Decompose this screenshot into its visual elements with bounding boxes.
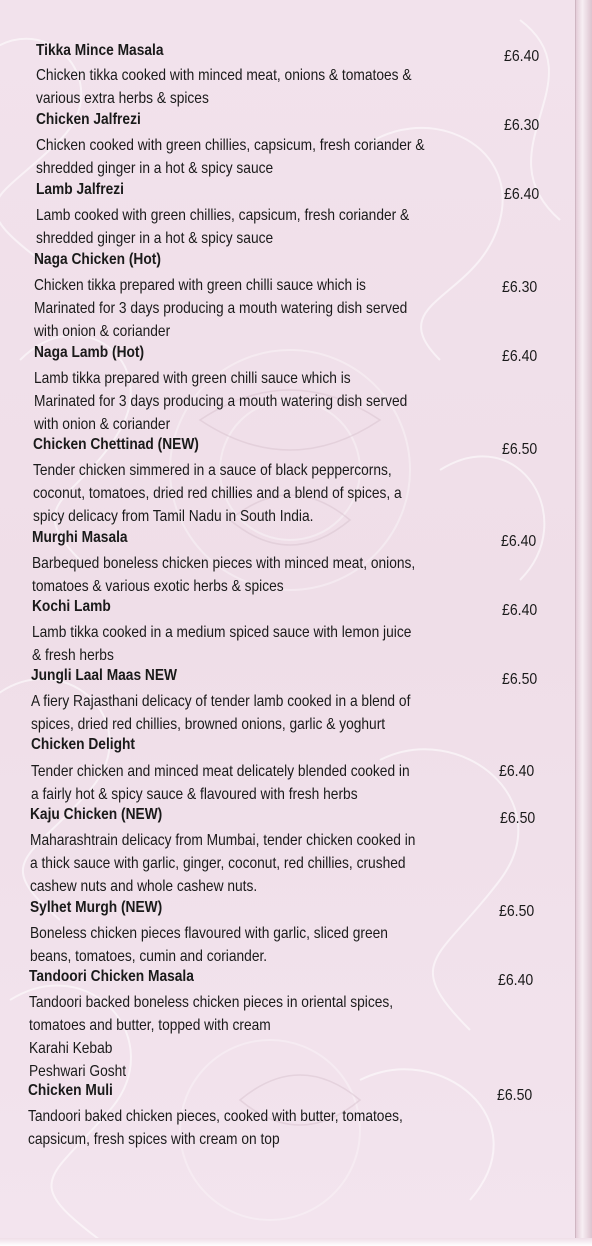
menu-item-name: Naga Chicken (Hot) [34,251,161,268]
menu-item-description [36,64,412,110]
menu-item-name: Chicken Jalfrezi [36,111,141,128]
menu-item-name: Kochi Lamb [32,598,111,615]
description-line: Marinated for 3 days producing a mouth watering dish served [34,393,408,410]
menu-item-price: £6.40 [502,348,538,365]
description-line: Lamb tikka cooked in a medium spiced sauce with lemon juice [32,624,412,641]
description-line: Karahi Kebab [29,1040,113,1057]
description-line: Tandoori backed boneless chicken pieces in oriental spices, [29,994,394,1011]
description-line: Lamb cooked with green chillies, capsicum, fresh coriander & [36,207,410,224]
menu-item-price: £6.40 [498,972,534,989]
description-line: capsicum, fresh spices with cream on top [28,1131,280,1148]
menu-item-description [34,367,407,436]
description-line: coconut, tomatoes, dried red chillies and a blend of spices, a [33,485,402,502]
description-line: Tandoori baked chicken pieces, cooked with butter, tomatoes, [28,1108,403,1125]
description-line: Marinated for 3 days producing a mouth watering dish served [34,300,408,317]
description-line: Chicken tikka cooked with minced meat, onions & tomatoes & [36,67,412,84]
menu-item-description [36,204,409,250]
menu-item-description [28,1105,403,1151]
description-line: Lamb tikka prepared with green chilli sauce which is [34,370,351,387]
menu-item-price: £6.50 [502,441,538,458]
description-line: Barbequed boneless chicken pieces with minced meat, onions, [32,555,416,572]
page-fold-edge [575,0,592,1246]
menu-item-price: £6.40 [501,533,537,550]
menu-item-description [31,760,410,806]
menu-item-name: Jungli Laal Maas NEW [31,667,178,684]
description-line: beans, tomatoes, cumin and coriander. [30,948,268,965]
menu-item-name: Sylhet Murgh (NEW) [30,899,163,916]
description-line: with onion & coriander [34,323,171,340]
menu-item-description [36,134,425,180]
menu-item-name: Tikka Mince Masala [36,42,164,59]
description-line: Maharashtrain delicacy from Mumbai, tender chicken cooked in [30,832,416,849]
menu-item-price: £6.50 [497,1087,533,1104]
menu-item-name: Chicken Delight [31,736,135,753]
description-line: various extra herbs & spices [36,90,209,107]
description-line: with onion & coriander [34,416,171,433]
description-line: Chicken tikka prepared with green chilli sauce which is [34,277,366,294]
menu-item-price: £6.40 [504,186,540,203]
description-line: spices, dried red chillies, browned onions, garlic & yoghurt [31,716,386,733]
menu-item-name: Kaju Chicken (NEW) [30,806,163,823]
menu-item-name: Chicken Muli [28,1082,113,1099]
menu-item-description [31,690,410,736]
menu-item-price: £6.50 [499,903,535,920]
page-bottom-edge [0,1238,592,1246]
description-line: Peshwari Gosht [29,1063,127,1080]
menu-item-name: Lamb Jalfrezi [36,181,124,198]
menu-item-price: £6.40 [504,48,540,65]
description-line: A fiery Rajasthani delicacy of tender lamb cooked in a blend of [31,693,411,710]
menu-item-description [30,922,388,968]
description-line: a fairly hot & spicy sauce & flavoured with fresh herbs [31,786,358,803]
description-line: Boneless chicken pieces flavoured with garlic, sliced green [30,925,388,942]
menu-item-price: £6.40 [502,602,538,619]
description-line: Chicken cooked with green chillies, capsicum, fresh coriander & [36,137,425,154]
description-line: tomatoes and butter, topped with cream [29,1017,271,1034]
description-line: Tender chicken simmered in a sauce of black peppercorns, [33,462,392,479]
menu-item-price: £6.40 [499,763,535,780]
menu-item-description [32,552,415,598]
menu-item-description [32,621,411,667]
description-line: & fresh herbs [32,647,114,664]
description-line: spicy delicacy from Tamil Nadu in South India. [33,508,314,525]
menu-item-description [30,829,415,898]
menu-item-price: £6.30 [504,117,540,134]
description-line: Tender chicken and minced meat delicately blended cooked in [31,763,410,780]
description-line: tomatoes & various exotic herbs & spices [32,578,284,595]
menu-item-name: Chicken Chettinad (NEW) [33,436,199,453]
menu-item-price: £6.50 [500,810,536,827]
menu-item-description [29,991,393,1083]
menu-item-name: Naga Lamb (Hot) [34,344,145,361]
description-line: shredded ginger in a hot & spicy sauce [36,160,274,177]
menu-item-description [34,274,407,343]
menu-item-price: £6.50 [502,671,538,688]
menu-item-price: £6.30 [502,279,538,296]
menu-item-description [33,459,402,528]
menu-item-name: Murghi Masala [32,529,128,546]
menu-item-name: Tandoori Chicken Masala [29,968,194,985]
description-line: shredded ginger in a hot & spicy sauce [36,230,274,247]
description-line: a thick sauce with garlic, ginger, coconut, red chillies, crushed [30,855,406,872]
description-line: cashew nuts and whole cashew nuts. [30,878,258,895]
